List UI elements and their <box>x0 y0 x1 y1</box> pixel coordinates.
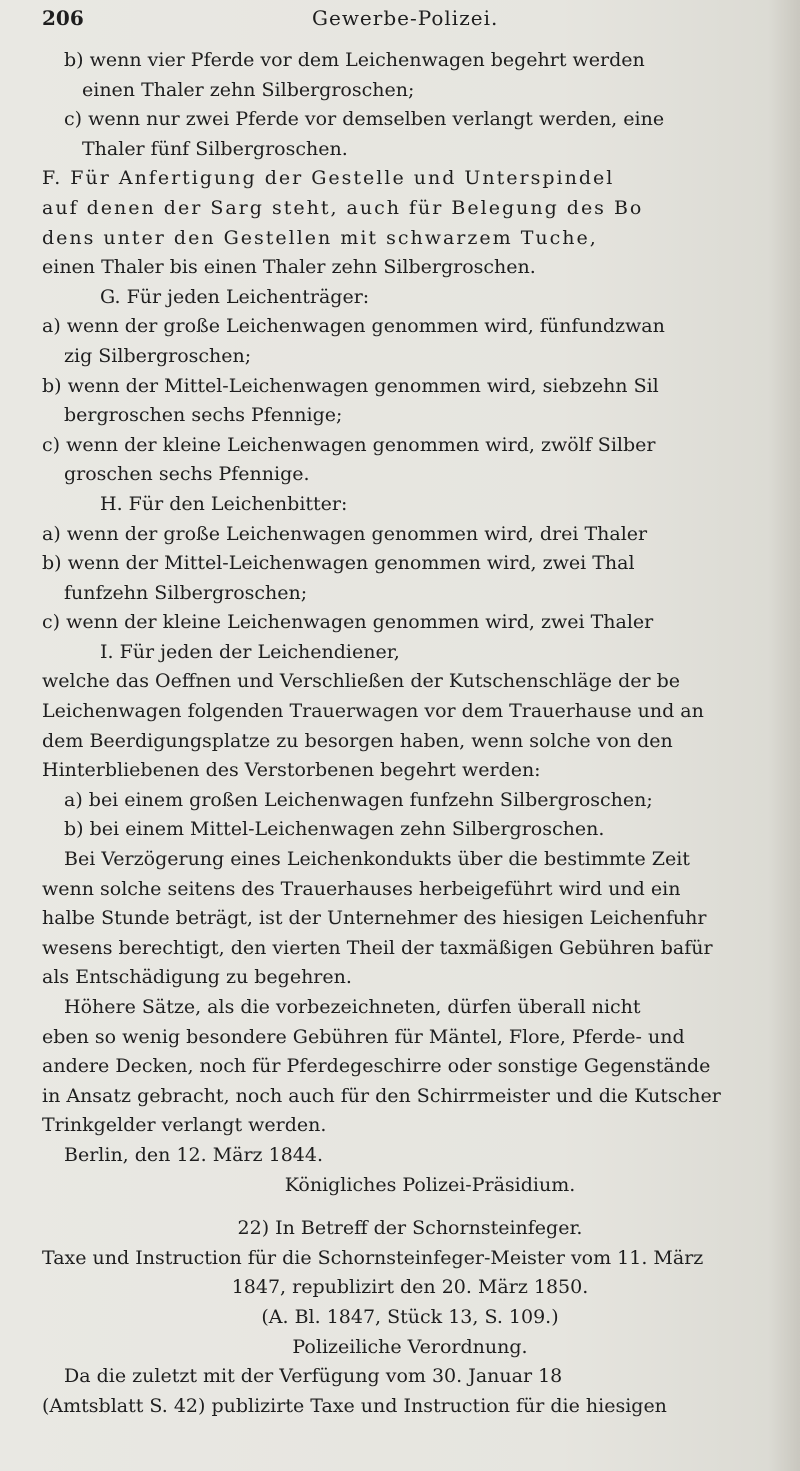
text-line: Taxe und Instruction für die Schornsteinfeger-Meister vom 11. März <box>42 1246 704 1269</box>
text-line: dens unter den Gestellen mit schwarzem Tuche, <box>42 226 598 249</box>
text-line: Hinterbliebenen des Verstorbenen begehrt werden: <box>42 759 541 782</box>
text-line: halbe Stunde beträgt, ist der Unternehmer des hiesigen Leichenfuhr <box>42 907 707 930</box>
text-line: Polizeiliche Verordnung. <box>292 1335 528 1358</box>
text-line: a) bei einem großen Leichenwagen funfzehn Silbergroschen; <box>64 788 653 811</box>
text-line: 1847, republizirt den 20. März 1850. <box>231 1276 589 1299</box>
text-line: bergroschen sechs Pfennige; <box>64 404 343 427</box>
text-line: einen Thaler zehn Silbergroschen; <box>82 78 415 101</box>
text-line: H. Für den Leichenbitter: <box>100 492 348 515</box>
text-line: andere Decken, noch für Pferdegeschirre oder sonstige Gegenstände <box>42 1055 711 1078</box>
text-line: a) wenn der große Leichenwagen genommen wird, drei Thaler <box>42 522 648 545</box>
text-line: c) wenn der kleine Leichenwagen genommen wird, zwei Thaler <box>42 611 654 634</box>
text-line: Da die zuletzt mit der Verfügung vom 30. Januar 18 <box>64 1365 563 1388</box>
text-line: Berlin, den 12. März 1844. <box>64 1143 324 1166</box>
page-number: 206 <box>42 6 84 30</box>
text-line: wesens berechtigt, den vierten Theil der taxmäßigen Gebühren bafür <box>42 936 713 959</box>
text-line: Thaler fünf Silbergroschen. <box>82 137 348 160</box>
text-line: 22) In Betreff der Schornsteinfeger. <box>237 1217 583 1240</box>
text-line: b) wenn vier Pferde vor dem Leichenwagen begehrt werden <box>64 49 645 71</box>
body-text <box>42 46 778 1421</box>
text-line: b) wenn der Mittel-Leichenwagen genommen wird, siebzehn Sil <box>42 374 659 397</box>
text-line: auf denen der Sarg steht, auch für Belegung des Bo <box>42 196 644 219</box>
text-line: Trinkgelder verlangt werden. <box>42 1114 327 1137</box>
section-gap <box>42 1200 778 1214</box>
text-line: in Ansatz gebracht, noch auch für den Schirrmeister und die Kutscher <box>42 1084 721 1107</box>
text-line: G. Für jeden Leichenträger: <box>100 285 370 308</box>
text-line: wenn solche seitens des Trauerhauses herbeigeführt wird und ein <box>42 877 681 900</box>
text-line: eben so wenig besondere Gebühren für Mäntel, Flore, Pferde- und <box>42 1025 685 1048</box>
text-line: c) wenn der kleine Leichenwagen genommen wird, zwölf Silber <box>42 433 656 456</box>
text-line: als Entschädigung zu begehren. <box>42 966 352 989</box>
text-line: Königliches Polizei-Präsidium. <box>284 1173 576 1196</box>
text-line: welche das Oeffnen und Verschließen der Kutschenschläge der be <box>42 670 681 693</box>
text-line: F. Für Anfertigung der Gestelle und Unterspindel <box>42 167 615 190</box>
text-line: groschen sechs Pfennige. <box>64 463 310 486</box>
text-line: funfzehn Silbergroschen; <box>64 581 308 604</box>
text-line: einen Thaler bis einen Thaler zehn Silbergroschen. <box>42 256 536 279</box>
page-header <box>42 6 778 46</box>
text-line: b) bei einem Mittel-Leichenwagen zehn Silbergroschen. <box>64 818 605 841</box>
text-line: a) wenn der große Leichenwagen genommen wird, fünfundzwan <box>42 315 665 338</box>
text-line: Bei Verzögerung eines Leichenkondukts über die bestimmte Zeit <box>64 848 690 871</box>
text-line: Leichenwagen folgenden Trauerwagen vor dem Trauerhause und an <box>42 700 704 723</box>
text-line: I. Für jeden der Leichendiener, <box>100 640 400 663</box>
running-title: Gewerbe-Polizei. <box>312 6 499 30</box>
text-line: zig Silbergroschen; <box>64 344 252 367</box>
text-line: dem Beerdigungsplatze zu besorgen haben, wenn solche von den <box>42 729 673 752</box>
text-line: Höhere Sätze, als die vorbezeichneten, dürfen überall nicht <box>64 996 641 1018</box>
text-line: (Amtsblatt S. 42) publizirte Taxe und Instruction für die hiesigen <box>42 1394 667 1417</box>
text-line: c) wenn nur zwei Pferde vor demselben verlangt werden, eine <box>64 108 665 131</box>
text-line: (A. Bl. 1847, Stück 13, S. 109.) <box>261 1305 559 1328</box>
text-line: b) wenn der Mittel-Leichenwagen genommen wird, zwei Thal <box>42 552 635 575</box>
